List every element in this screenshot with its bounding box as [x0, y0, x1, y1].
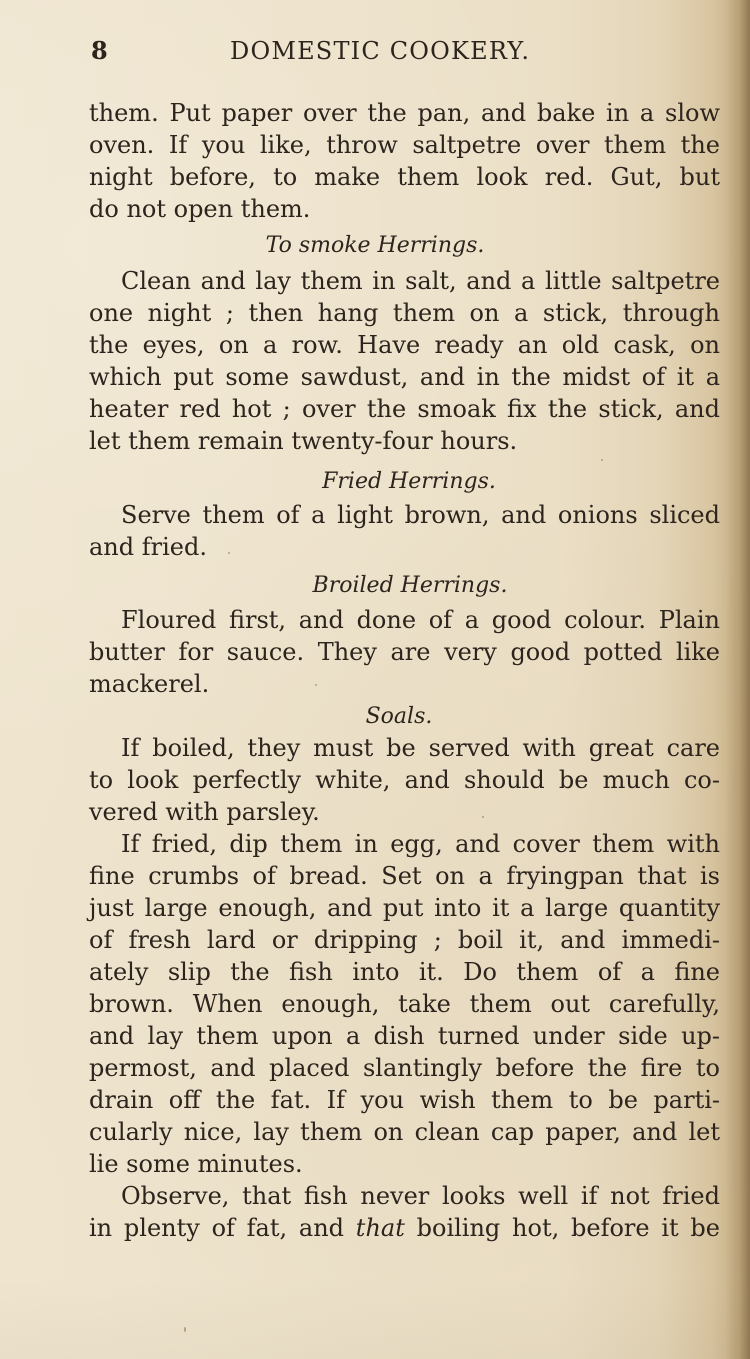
body-line: and lay them upon a dish turned under side up-	[89, 1022, 720, 1050]
paper-speck	[228, 552, 230, 554]
body-line: butter for sauce. They are very good potted like	[89, 638, 720, 666]
paragraph-first-line: If boiled, they must be served with great care	[121, 734, 720, 762]
body-line: mackerel.	[89, 670, 210, 698]
body-line: let them remain twenty-four hours.	[89, 427, 518, 455]
body-line: which put some sawdust, and in the midst of it a	[89, 363, 720, 391]
body-line: drain off the fat. If you wish them to be parti-	[89, 1086, 720, 1114]
section-heading: Fried Herrings.	[322, 469, 496, 494]
body-line: the eyes, on a row. Have ready an old cask, on	[89, 331, 720, 359]
page-bottom-shade	[0, 1279, 750, 1359]
paragraph-first-line: Observe, that fish never looks well if not fried	[121, 1182, 720, 1210]
italic-emphasis: that	[355, 1214, 405, 1242]
final-line-before: in plenty of fat, and	[89, 1214, 356, 1242]
body-line: brown. When enough, take them out carefully,	[89, 990, 720, 1018]
paper-speck	[315, 684, 317, 686]
section-heading: Soals.	[365, 704, 433, 729]
paper-speck	[482, 816, 484, 818]
paragraph-first-line: Floured first, and done of a good colour. Plain	[121, 606, 720, 634]
body-line: just large enough, and put into it a large quantity	[89, 894, 720, 922]
body-line: fine crumbs of bread. Set on a fryingpan that is	[89, 862, 720, 890]
page-number: 8	[91, 36, 109, 65]
body-line: heater red hot ; over the smoak fix the stick, and	[89, 395, 720, 423]
body-line: them. Put paper over the pan, and bake in a slow	[89, 99, 720, 127]
body-line: of fresh lard or dripping ; boil it, and immedi-	[89, 926, 720, 954]
body-line: and fried.	[89, 533, 207, 561]
running-head: DOMESTIC COOKERY.	[230, 37, 531, 65]
paper-speck	[184, 1327, 186, 1332]
final-line-after: boiling hot, before it be	[404, 1214, 720, 1242]
body-line: oven. If you like, throw saltpetre over them the	[89, 131, 720, 159]
paper-speck	[452, 339, 455, 342]
body-line: vered with parsley.	[89, 798, 320, 826]
body-line: permost, and placed slantingly before the fire to	[89, 1054, 720, 1082]
paragraph-first-line: If fried, dip them in egg, and cover them with	[121, 830, 720, 858]
section-heading: To smoke Herrings.	[265, 233, 485, 258]
final-line-with-emphasis	[89, 1213, 720, 1244]
body-line: ately slip the fish into it. Do them of a fine	[89, 958, 720, 986]
section-heading: Broiled Herrings.	[312, 573, 508, 598]
paragraph-first-line: Clean and lay them in salt, and a little saltpetre	[121, 267, 720, 295]
paper-speck	[601, 459, 603, 461]
body-line: do not open them.	[89, 195, 311, 223]
page-edge-shadow	[726, 0, 750, 1359]
body-line: to look perfectly white, and should be much co-	[89, 766, 720, 794]
body-line: one night ; then hang them on a stick, through	[89, 299, 720, 327]
body-line: cularly nice, lay them on clean cap paper, and let	[89, 1118, 720, 1146]
paragraph-first-line: Serve them of a light brown, and onions sliced	[121, 501, 720, 529]
body-line: night before, to make them look red. Gut, but	[89, 163, 720, 191]
body-line: lie some minutes.	[89, 1150, 303, 1178]
